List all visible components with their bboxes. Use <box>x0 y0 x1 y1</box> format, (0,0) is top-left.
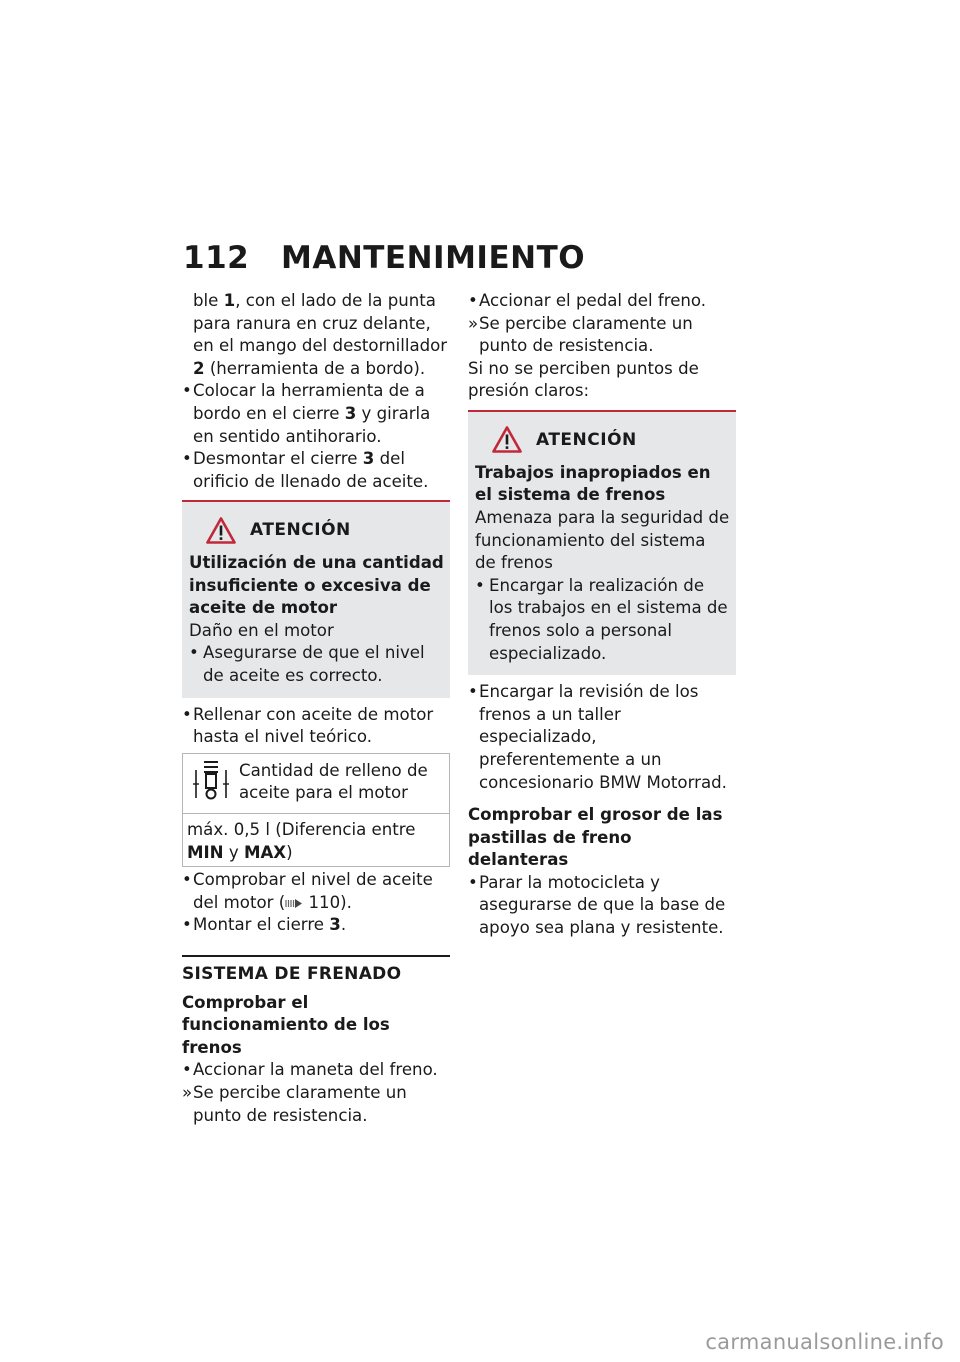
list-item: • Comprobar el nivel de aceite del motor ( 110). <box>182 870 433 912</box>
bullet-marker: • <box>189 643 199 663</box>
list-item: • Montar el cierre 3. <box>182 914 450 937</box>
warning-subtitle: Utilización de una cantidad insuficiente o excesiva de aceite de motor <box>189 553 444 618</box>
page-number: 112 <box>183 240 250 276</box>
list-item: • Parar la motocicleta y asegurarse de que la base de apoyo sea plana y resistente. <box>468 872 726 938</box>
section-title: SISTEMA DE FRENADO <box>182 955 450 986</box>
list-item: • Accionar la maneta del freno. <box>182 1059 450 1082</box>
bullet-marker: • <box>468 872 478 892</box>
warning-box <box>468 410 736 675</box>
list-item: • Colocar la herramienta de a bordo en el cierre 3 y girarla en sentido antihorario. <box>182 381 431 446</box>
watermark: carmanualsonline.info <box>705 1330 944 1354</box>
result-marker: » <box>468 313 479 333</box>
right-column <box>468 290 736 940</box>
warning-subtitle: Trabajos inapropiados en el sistema de frenos <box>475 462 711 505</box>
oil-fill-icon <box>191 760 231 802</box>
warning-box <box>182 500 450 697</box>
spec-header <box>183 754 449 814</box>
page-reference-arrow-icon <box>285 898 303 909</box>
page-reference[interactable]: 110 <box>303 892 341 912</box>
page-header <box>183 240 585 280</box>
warning-header <box>189 512 444 548</box>
bullet-marker: • <box>182 870 192 890</box>
warning-title: ATENCIÓN <box>536 429 637 450</box>
paragraph: Si no se perciben puntos de presión claros: <box>468 358 699 401</box>
list-item: • Encargar la revisión de los frenos a un taller especializado, preferentemente a un concesionario BMW Motorrad. <box>468 682 727 792</box>
warning-item: • Encargar la realización de los trabajos en el sistema de frenos solo a personal especializado. <box>475 575 728 663</box>
spec-label: Cantidad de relleno de aceite para el motor <box>239 760 428 803</box>
bullet-marker: • <box>468 682 478 702</box>
list-item: • Rellenar con aceite de motor hasta el nivel teórico. <box>182 704 434 747</box>
result-marker: » <box>182 1082 193 1102</box>
bullet-marker: • <box>182 704 192 724</box>
warning-description: Daño en el motor <box>189 620 334 640</box>
bullet-marker: • <box>182 381 192 401</box>
spec-value: máx. 0,5 l (Diferencia entre MIN y MAX) <box>187 820 416 862</box>
bullet-marker: • <box>468 291 478 310</box>
list-item: • Desmontar el cierre 3 del orificio de llenado de aceite. <box>182 449 429 491</box>
warning-header <box>475 422 730 458</box>
bullet-marker: • <box>475 575 485 595</box>
continued-paragraph: ble 1, con el lado de la punta para ranura en cruz delante, en el mango del destornillador 2 (herramienta de a bordo). <box>193 291 448 378</box>
sub-heading: Comprobar el grosor de las pastillas de freno delanteras <box>468 805 723 870</box>
bullet-marker: • <box>182 1060 192 1080</box>
warning-triangle-icon <box>492 426 522 453</box>
list-item: • Accionar el pedal del freno. <box>468 290 736 313</box>
warning-triangle-icon <box>206 517 236 544</box>
chapter-title: MANTENIMIENTO <box>281 240 586 276</box>
result-item: » Se percibe claramente un punto de resistencia. <box>182 1082 407 1125</box>
bullet-marker: • <box>182 915 192 935</box>
spec-table <box>182 753 450 867</box>
warning-description: Amenaza para la seguridad de funcionamiento del sistema de frenos <box>475 507 730 573</box>
warning-item: • Asegurarse de que el nivel de aceite es correcto. <box>189 643 425 686</box>
warning-title: ATENCIÓN <box>250 520 351 541</box>
bullet-marker: • <box>182 449 192 469</box>
sub-heading: Comprobar el funcionamiento de los frenos <box>182 992 390 1057</box>
result-item: » Se percibe claramente un punto de resistencia. <box>468 313 693 356</box>
left-column <box>182 290 450 1127</box>
